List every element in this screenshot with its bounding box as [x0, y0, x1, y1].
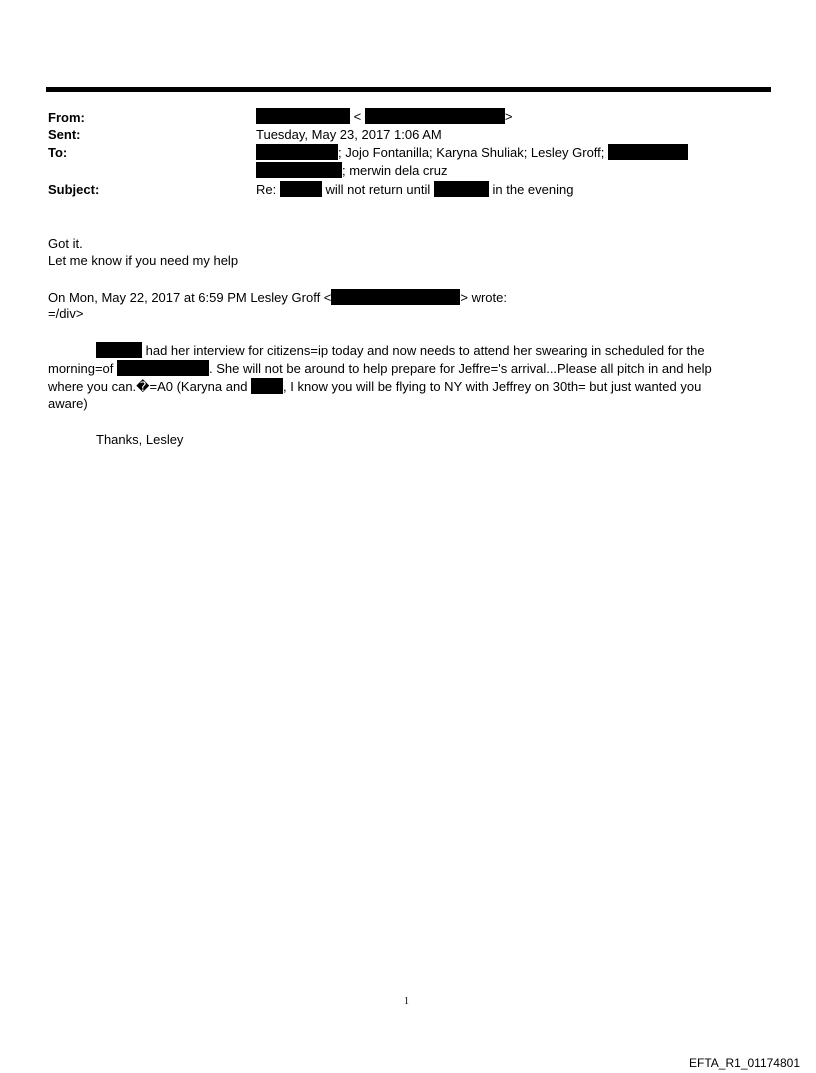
quote-prefix: On Mon, May 22, 2017 at 6:59 PM Lesley Groff <: [48, 290, 332, 305]
subject-end: in the evening: [492, 182, 574, 197]
page-number: 1: [404, 996, 409, 1007]
paragraph-line-2: [48, 360, 712, 376]
to-line1-text: ; Jojo Fontanilla; Karyna Shuliak; Lesley Groff;: [338, 145, 605, 160]
p1-d: where you can.�=A0 (Karyna and: [48, 379, 248, 394]
redaction-block: [331, 289, 460, 305]
from-label: From:: [48, 110, 85, 125]
to-value-line2: [256, 162, 447, 178]
to-line2-text: ; merwin dela cruz: [342, 163, 448, 178]
to-value-line1: [256, 144, 688, 160]
paragraph-line-3: [48, 378, 701, 395]
redaction-block: [608, 144, 688, 160]
paragraph-line-4: aware): [48, 396, 88, 411]
redaction-block: [96, 342, 142, 358]
from-gt: >: [504, 109, 513, 124]
body-line-2: Let me know if you need my help: [48, 253, 239, 268]
from-lt: <: [353, 109, 362, 124]
subject-label: Subject:: [48, 182, 100, 197]
paragraph-line-1: [48, 342, 705, 358]
redaction-block: [256, 108, 350, 124]
subject-value: [256, 181, 573, 197]
div-line: =/div>: [48, 306, 84, 321]
redaction-block: [256, 162, 342, 178]
signoff: Thanks, Lesley: [96, 432, 184, 447]
subject-prefix: Re:: [256, 182, 277, 197]
redaction-block: [251, 378, 283, 394]
p1-c: . She will not be around to help prepare for Jeffre='s arrival...Please all pitch in and help: [209, 361, 712, 376]
body-line-1: Got it.: [48, 236, 83, 251]
subject-mid: will not return until: [325, 182, 431, 197]
redaction-block: [280, 181, 322, 197]
quote-header: [48, 289, 507, 305]
sent-label: Sent:: [48, 127, 81, 142]
document-id: EFTA_R1_01174801: [689, 1056, 800, 1070]
p1-e: , I know you will be flying to NY with Jeffrey on 30th= but just wanted you: [283, 379, 702, 394]
redaction-block: [256, 144, 338, 160]
quote-suffix: > wrote:: [460, 290, 507, 305]
header-rule: [46, 87, 771, 92]
to-label: To:: [48, 145, 68, 160]
from-value: [256, 108, 512, 124]
sent-value: Tuesday, May 23, 2017 1:06 AM: [256, 127, 442, 142]
p1-a: had her interview for citizens=ip today and now needs to attend her swearing in scheduled for the: [145, 343, 705, 358]
redaction-block: [117, 360, 209, 376]
redaction-block: [434, 181, 489, 197]
p1-b: morning=of: [48, 361, 114, 376]
redaction-block: [365, 108, 505, 124]
